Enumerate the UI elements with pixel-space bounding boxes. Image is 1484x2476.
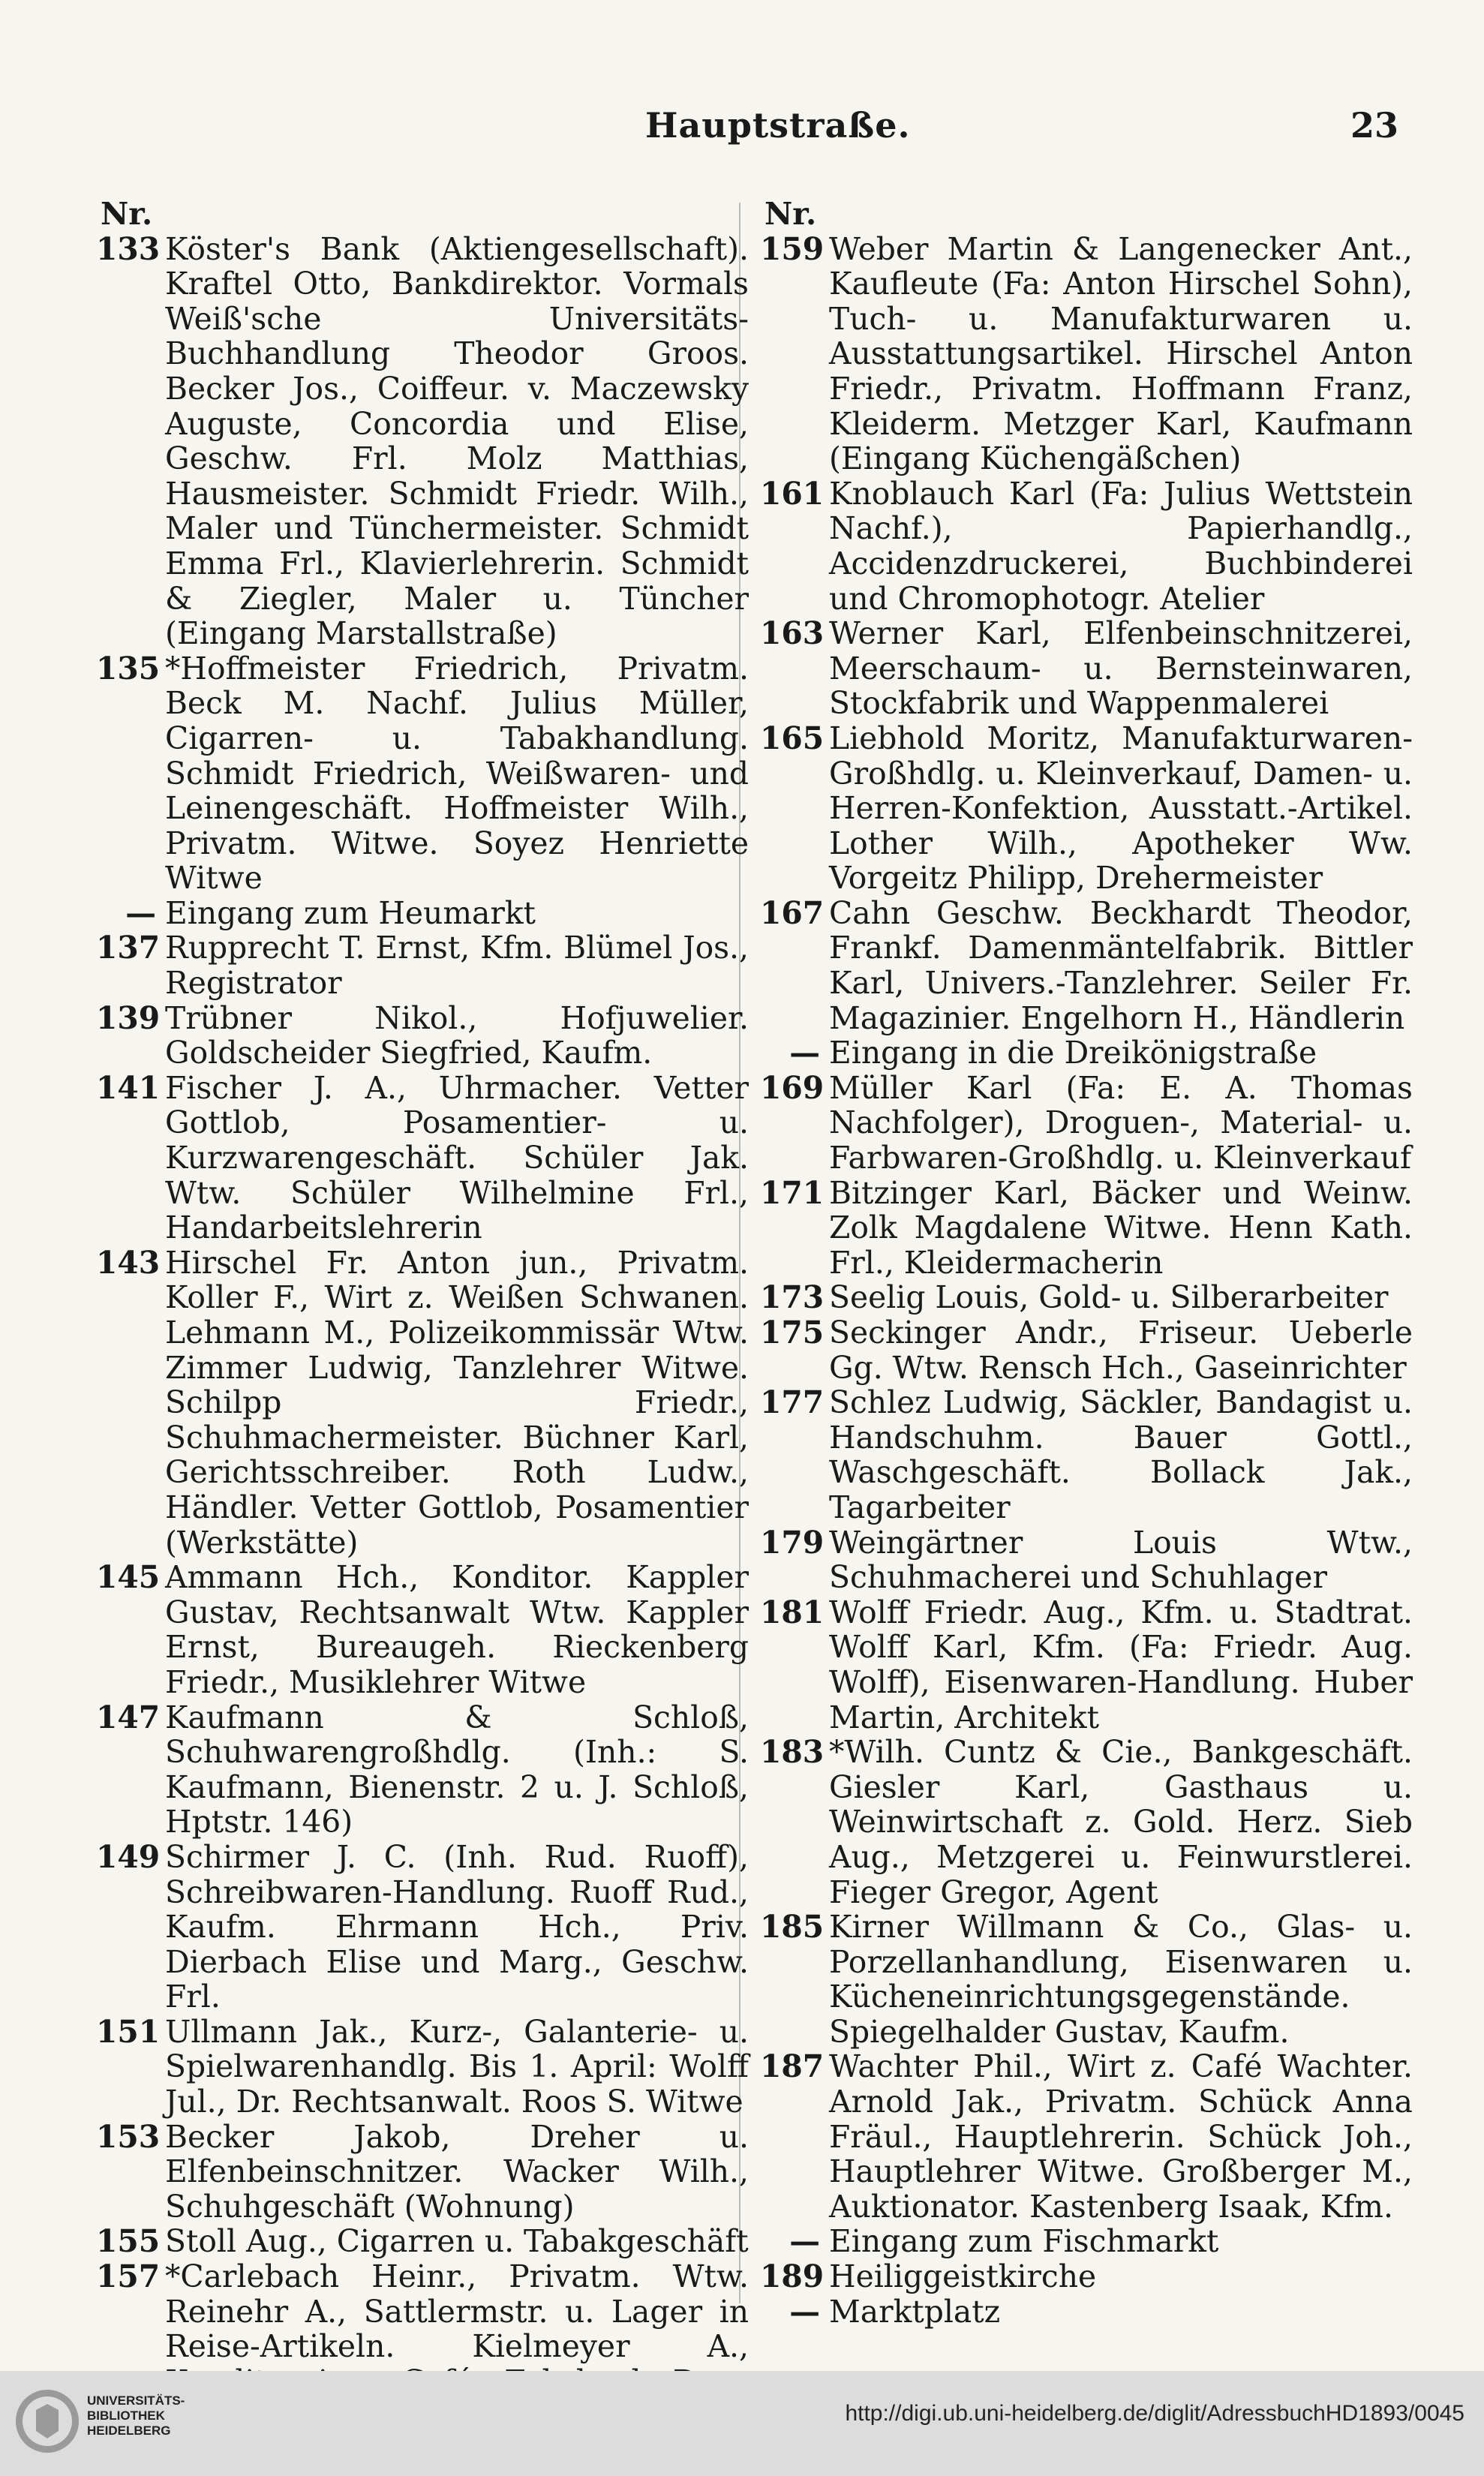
house-number: 141 <box>96 1069 161 1106</box>
house-number: 147 <box>96 1699 161 1735</box>
directory-entry <box>96 1840 749 2015</box>
entry-text: Cahn Geschw. Beckhardt Theodor, Frankf. Damenmäntelfabrik. Bittler Karl, Univers.-Tanzlehrer. Seiler Fr. Magazinier. Engelhorn H., Händlerin <box>829 894 1413 1036</box>
library-line-3: HEIDELBERG <box>87 2423 171 2438</box>
entry-text: Knoblauch Karl (Fa: Julius Wettstein Nachf.), Papierhandlg., Accidenzdruckerei, Buchbinderei und Chromophotogr. Atelier <box>829 475 1413 617</box>
entry-text: Marktplatz <box>829 2293 1001 2330</box>
house-number: 173 <box>760 1279 825 1316</box>
directory-entry <box>760 2224 1413 2259</box>
house-number: 157 <box>96 2258 161 2295</box>
entry-text: Schirmer J. C. (Inh. Rud. Ruoff), Schreibwaren-Handlung. Ruoff Rud., Kaufm. Ehrmann Hch., Priv. Dierbach Elise und Marg., Geschw. Frl. <box>165 1838 749 2015</box>
house-number: — <box>125 894 156 931</box>
directory-entry <box>760 476 1413 616</box>
entry-text: Bitzinger Karl, Bäcker und Weinw. Zolk Magdalene Witwe. Henn Kath. Frl., Kleidermacherin <box>829 1174 1413 1281</box>
entry-text: *Carlebach Heinr., Privatm. Wtw. Reinehr A., Sattlermstr. u. Lager in Reise-Artikeln. Kielmeyer A., <box>165 2258 749 2365</box>
page-number: 23 <box>1350 105 1399 146</box>
entry-text: Stoll Aug., Cigarren u. Tabakgeschäft <box>165 2223 749 2260</box>
directory-entry <box>760 2259 1413 2294</box>
entry-text: Trübner Nikol., Hofjuwelier. Goldscheider Siegfried, Kaufm. <box>165 999 749 1071</box>
university-seal-icon <box>14 2387 81 2455</box>
library-line-1: UNIVERSITÄTS- <box>87 2393 185 2408</box>
house-number: 167 <box>760 894 825 931</box>
house-number: 151 <box>96 2013 161 2050</box>
directory-entry <box>760 1035 1413 1071</box>
entry-text: Rupprecht T. Ernst, Kfm. Blümel Jos., Registrator <box>165 930 749 1002</box>
house-number: 159 <box>760 230 825 267</box>
page-header-title: Hauptstraße. <box>645 105 911 146</box>
directory-entry <box>760 721 1413 896</box>
entry-text: Weber Martin & Langenecker Ant., Kaufleute (Fa: Anton Hirschel Sohn), Tuch- u. Manufakturwaren u. Ausstattungsartikel. Hirschel Anton Friedr., Privatm. Hoffmann Franz, Kleiderm. Metzger Karl, Kaufmann (Eingang Küchengäßchen) <box>829 230 1413 477</box>
entry-text: Fischer J. A., Uhrmacher. Vetter Gottlob, Posamentier- u. Kurzwarengeschäft. Schüler Jak. Wtw. Schüler Wilhelmine Frl., Handarbeitslehrerin <box>165 1069 749 1246</box>
house-number: 179 <box>760 1524 825 1561</box>
directory-entry <box>760 232 1413 476</box>
entry-text: Becker Jakob, Dreher u. Elfenbeinschnitzer. Wacker Wilh., Schuhgeschäft (Wohnung) <box>165 2118 749 2225</box>
directory-entry <box>96 2120 749 2225</box>
house-number: 155 <box>96 2223 161 2260</box>
house-number: 135 <box>96 650 161 687</box>
house-number: 175 <box>760 1315 825 1351</box>
directory-entry <box>96 930 749 1000</box>
entry-text: Eingang zum Fischmarkt <box>829 2223 1219 2260</box>
directory-entry <box>760 1315 1413 1385</box>
house-number: 153 <box>96 2118 161 2155</box>
entry-text: Liebhold Moritz, Manufakturwaren-Großhdlg. u. Kleinverkauf, Damen- u. Herren-Konfektion, Ausstatt.-Artikel. Lother Wilh., Apotheker Ww. Vorgeitz Philipp, Drehermeister <box>829 720 1413 897</box>
house-number: 181 <box>760 1594 825 1630</box>
house-number: 165 <box>760 720 825 756</box>
entry-text: Wolff Friedr. Aug., Kfm. u. Stadtrat. Wolff Karl, Kfm. (Fa: Friedr. Aug. Wolff), Eisenwaren-Handlung. Huber Martin, Architekt <box>829 1594 1413 1735</box>
right-column <box>760 197 1413 2329</box>
house-number: 145 <box>96 1559 161 1596</box>
entry-text: Weingärtner Louis Wtw., Schuhmacherei und Schuhlager <box>829 1524 1413 1596</box>
left-entry-list <box>96 232 749 2469</box>
directory-entry <box>760 2049 1413 2224</box>
directory-entry <box>96 1001 749 1071</box>
house-number: 163 <box>760 615 825 652</box>
directory-entry <box>96 2015 749 2120</box>
house-number: 187 <box>760 2048 825 2085</box>
directory-entry <box>96 1071 749 1246</box>
directory-entry <box>760 1385 1413 1525</box>
entry-text: Seelig Louis, Gold- u. Silberarbeiter <box>829 1279 1389 1316</box>
directory-entry <box>96 651 749 896</box>
right-entry-list <box>760 232 1413 2330</box>
entry-text: *Wilh. Cuntz & Cie., Bankgeschäft. Giesler Karl, Gasthaus u. Weinwirtschaft z. Gold. Herz. Sieb Aug., Metzgerei u. Feinwurstlerei. Fieger Gregor, Agent <box>829 1734 1413 1910</box>
directory-entry <box>96 2224 749 2259</box>
house-number: 137 <box>96 930 161 966</box>
directory-entry <box>760 1280 1413 1315</box>
house-number: 189 <box>760 2258 825 2295</box>
entry-text: Schlez Ludwig, Säckler, Bandagist u. Handschuhm. Bauer Gottl., Waschgeschäft. Bollack Jak., Tagarbeiter <box>829 1384 1413 1525</box>
house-number: 171 <box>760 1174 825 1211</box>
directory-entry <box>760 1176 1413 1281</box>
house-number: 169 <box>760 1069 825 1106</box>
entry-text: Seckinger Andr., Friseur. Ueberle Gg. Wtw. Rensch Hch., Gaseinrichter <box>829 1315 1413 1386</box>
directory-entry <box>96 896 749 931</box>
entry-text: Heiliggeistkirche <box>829 2258 1097 2295</box>
entry-text: Ullmann Jak., Kurz-, Galanterie- u. Spielwarenhandlg. Bis 1. April: Wolff Jul., Dr. Rechtsanwalt. Roos S. Witwe <box>165 2013 749 2120</box>
entry-text: Kaufmann & Schloß, Schuhwarengroßhdlg. (Inh.: S. Kaufmann, Bienenstr. 2 u. J. Schloß, Hptstr. 146) <box>165 1699 749 1840</box>
house-number: 183 <box>760 1734 825 1771</box>
entry-text: *Hoffmeister Friedrich, Privatm. Beck M. Nachf. Julius Müller, Cigarren- u. Tabakhandlung. Schmidt Friedrich, Weißwaren- und Leinengeschäft. Hoffmeister Wilh., Privatm. Witwe. Soyez Henriette Witwe <box>165 650 749 897</box>
directory-entry <box>760 896 1413 1035</box>
library-line-2: BIBLIOTHEK <box>87 2408 165 2423</box>
directory-entry <box>96 1560 749 1699</box>
directory-entry <box>760 1595 1413 1735</box>
entry-text: Werner Karl, Elfenbeinschnitzerei, Meerschaum- u. Bernsteinwaren, Stockfabrik und Wappenmalerei <box>829 615 1413 722</box>
entry-text: Ammann Hch., Konditor. Kappler Gustav, Rechtsanwalt Wtw. Kappler Ernst, Bureaugeh. Rieckenberg Friedr., Musiklehrer Witwe <box>165 1559 749 1700</box>
entry-text: Eingang zum Heumarkt <box>165 894 536 931</box>
directory-entry <box>760 1910 1413 2049</box>
nr-header-left: Nr. <box>101 196 153 232</box>
directory-entry <box>96 232 749 651</box>
house-number: — <box>789 2293 820 2330</box>
entry-text: Köster's Bank (Aktiengesellschaft). Kraftel Otto, Bankdirektor. Vormals Weiß'sche Universitäts-Buchhandlung Theodor Groos. Becker Jos., Coiffeur. v. Maczewsky Auguste, Concordia und Elise, Geschw. Frl. Molz Matthias, Hausmeister. Schmidt Friedr. Wilh., Maler und Tünchermeister. Schmidt Emma Frl., Klavierlehrerin. Schmidt & Ziegler, Maler u. Tüncher (Eingang Marstallstraße) <box>165 230 749 652</box>
directory-entry <box>760 1071 1413 1176</box>
directory-entry <box>760 1735 1413 1910</box>
house-number: 149 <box>96 1838 161 1875</box>
directory-entry <box>96 1246 749 1560</box>
house-number: 161 <box>760 475 825 512</box>
nr-header-right: Nr. <box>765 196 817 232</box>
house-number: — <box>789 1035 820 1071</box>
library-name <box>87 2393 185 2438</box>
directory-entry <box>96 1700 749 1840</box>
entry-text: Wachter Phil., Wirt z. Café Wachter. Arnold Jak., Privatm. Schück Anna Fräul., Hauptlehrerin. Schück Joh., Hauptlehrer Witwe. Großberger M., Auktionator. Kastenberg Isaak, Kfm. <box>829 2048 1413 2225</box>
house-number: 133 <box>96 230 161 267</box>
house-number: 143 <box>96 1244 161 1281</box>
house-number: 177 <box>760 1384 825 1421</box>
entry-text: Hirschel Fr. Anton jun., Privatm. Koller F., Wirt z. Weißen Schwanen. Lehmann M., Polizeikommissär Wtw. Zimmer Ludwig, Tanzlehrer Witwe. Schilpp Friedr., Schuhmachermeister. Büchner Karl, Gerichtsschreiber. Roth Ludw., Händler. Vetter Gottlob, Posamentier (Werkstätte) <box>165 1244 749 1561</box>
directory-entry <box>760 1525 1413 1595</box>
house-number: 185 <box>760 1909 825 1946</box>
source-url-link[interactable]: http://digi.ub.uni-heidelberg.de/diglit/AdressbuchHD1893/0045 <box>845 2401 1464 2426</box>
entry-text: Kirner Willmann & Co., Glas- u. Porzellanhandlung, Eisenwaren u. Kücheneinrichtungsgegenstände. Spiegelhalder Gustav, Kaufm. <box>829 1909 1413 2050</box>
left-column <box>96 197 749 2469</box>
directory-entry <box>760 616 1413 721</box>
house-number: — <box>789 2223 820 2260</box>
entry-text: Müller Karl (Fa: E. A. Thomas Nachfolger), Droguen-, Material- u. Farbwaren-Großhdlg. u. Kleinverkauf <box>829 1069 1413 1176</box>
directory-entry <box>760 2294 1413 2330</box>
entry-text: Eingang in die Dreikönigstraße <box>829 1035 1317 1071</box>
house-number: 139 <box>96 999 161 1036</box>
